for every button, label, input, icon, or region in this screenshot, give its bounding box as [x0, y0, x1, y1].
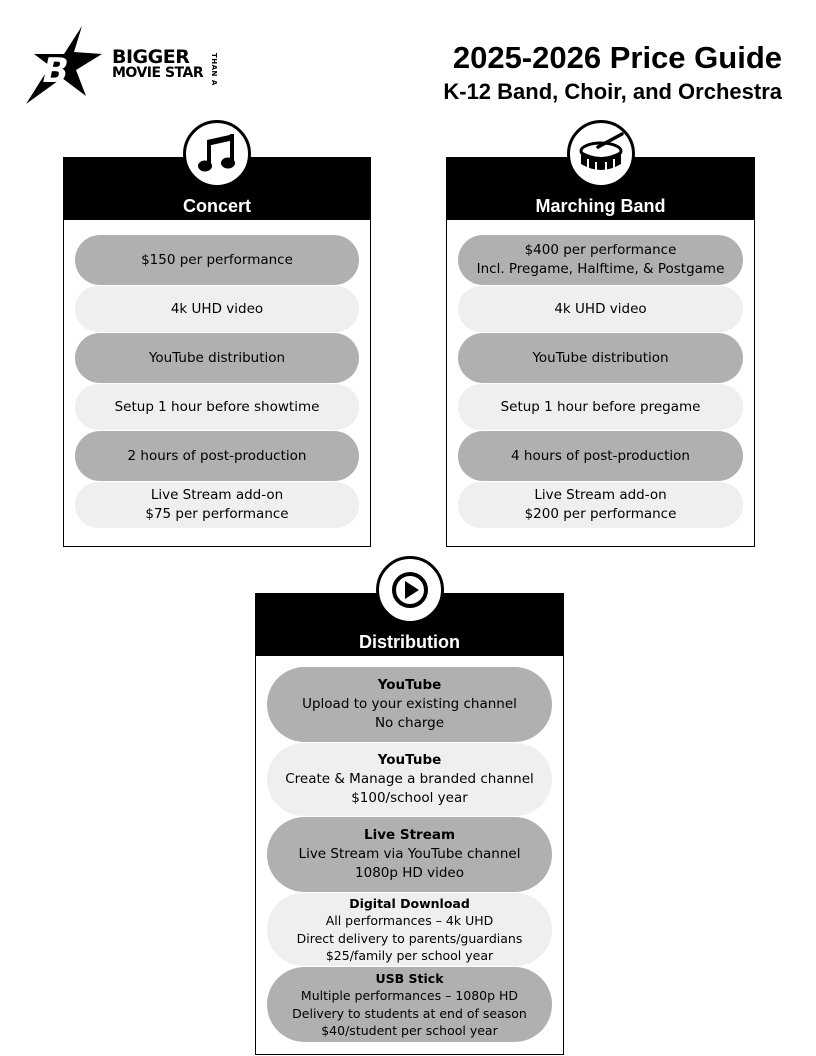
marching-item-6: Live Stream add-on $200 per performance: [458, 482, 743, 528]
concert-card: [63, 157, 371, 547]
marching-item-1: $400 per performance Incl. Pregame, Halftime, & Postgame: [458, 235, 743, 285]
concert-item-3: YouTube distribution: [75, 333, 359, 383]
brand-logo: [24, 26, 218, 106]
concert-item-4: Setup 1 hour before showtime: [75, 384, 359, 430]
brand-line2: MOVIE STAR: [112, 65, 204, 81]
distribution-item-youtube-upload: YouTube Upload to your existing channel No charge: [267, 667, 552, 742]
concert-item-1: $150 per performance: [75, 235, 359, 285]
concert-item-5: 2 hours of post-production: [75, 431, 359, 481]
distribution-card-title: Distribution: [359, 632, 460, 652]
distribution-item-digital-download: Digital Download All performances – 4k UHD Direct delivery to parents/guardians $25/family per school year: [267, 893, 552, 966]
music-note-icon: [183, 120, 251, 188]
marching-item-2: 4k UHD video: [458, 286, 743, 332]
star-logo-icon: [24, 26, 104, 106]
brand-line1: BIGGER: [112, 46, 190, 68]
marching-band-card: [446, 157, 755, 547]
distribution-item-live-stream: Live Stream Live Stream via YouTube channel 1080p HD video: [267, 817, 552, 892]
page-subtitle: K-12 Band, Choir, and Orchestra: [443, 79, 782, 104]
page-header: [443, 40, 782, 106]
concert-item-6: Live Stream add-on $75 per performance: [75, 482, 359, 528]
play-icon: [376, 556, 444, 624]
svg-text:B: B: [38, 51, 73, 91]
marching-card-title: Marching Band: [535, 196, 666, 216]
marching-item-5: 4 hours of post-production: [458, 431, 743, 481]
distribution-card: [255, 593, 564, 1055]
brand-side-text: THAN A: [210, 53, 218, 86]
marching-item-3: YouTube distribution: [458, 333, 743, 383]
marching-item-4: Setup 1 hour before pregame: [458, 384, 743, 430]
drum-icon: [567, 120, 635, 188]
distribution-item-youtube-branded: YouTube Create & Manage a branded channel $100/school year: [267, 743, 552, 816]
concert-card-title: Concert: [182, 196, 251, 216]
distribution-item-usb-stick: USB Stick Multiple performances – 1080p HD Delivery to students at end of season $40/student per school year: [267, 967, 552, 1042]
page-title: 2025-2026 Price Guide: [452, 40, 782, 75]
concert-item-2: 4k UHD video: [75, 286, 359, 332]
